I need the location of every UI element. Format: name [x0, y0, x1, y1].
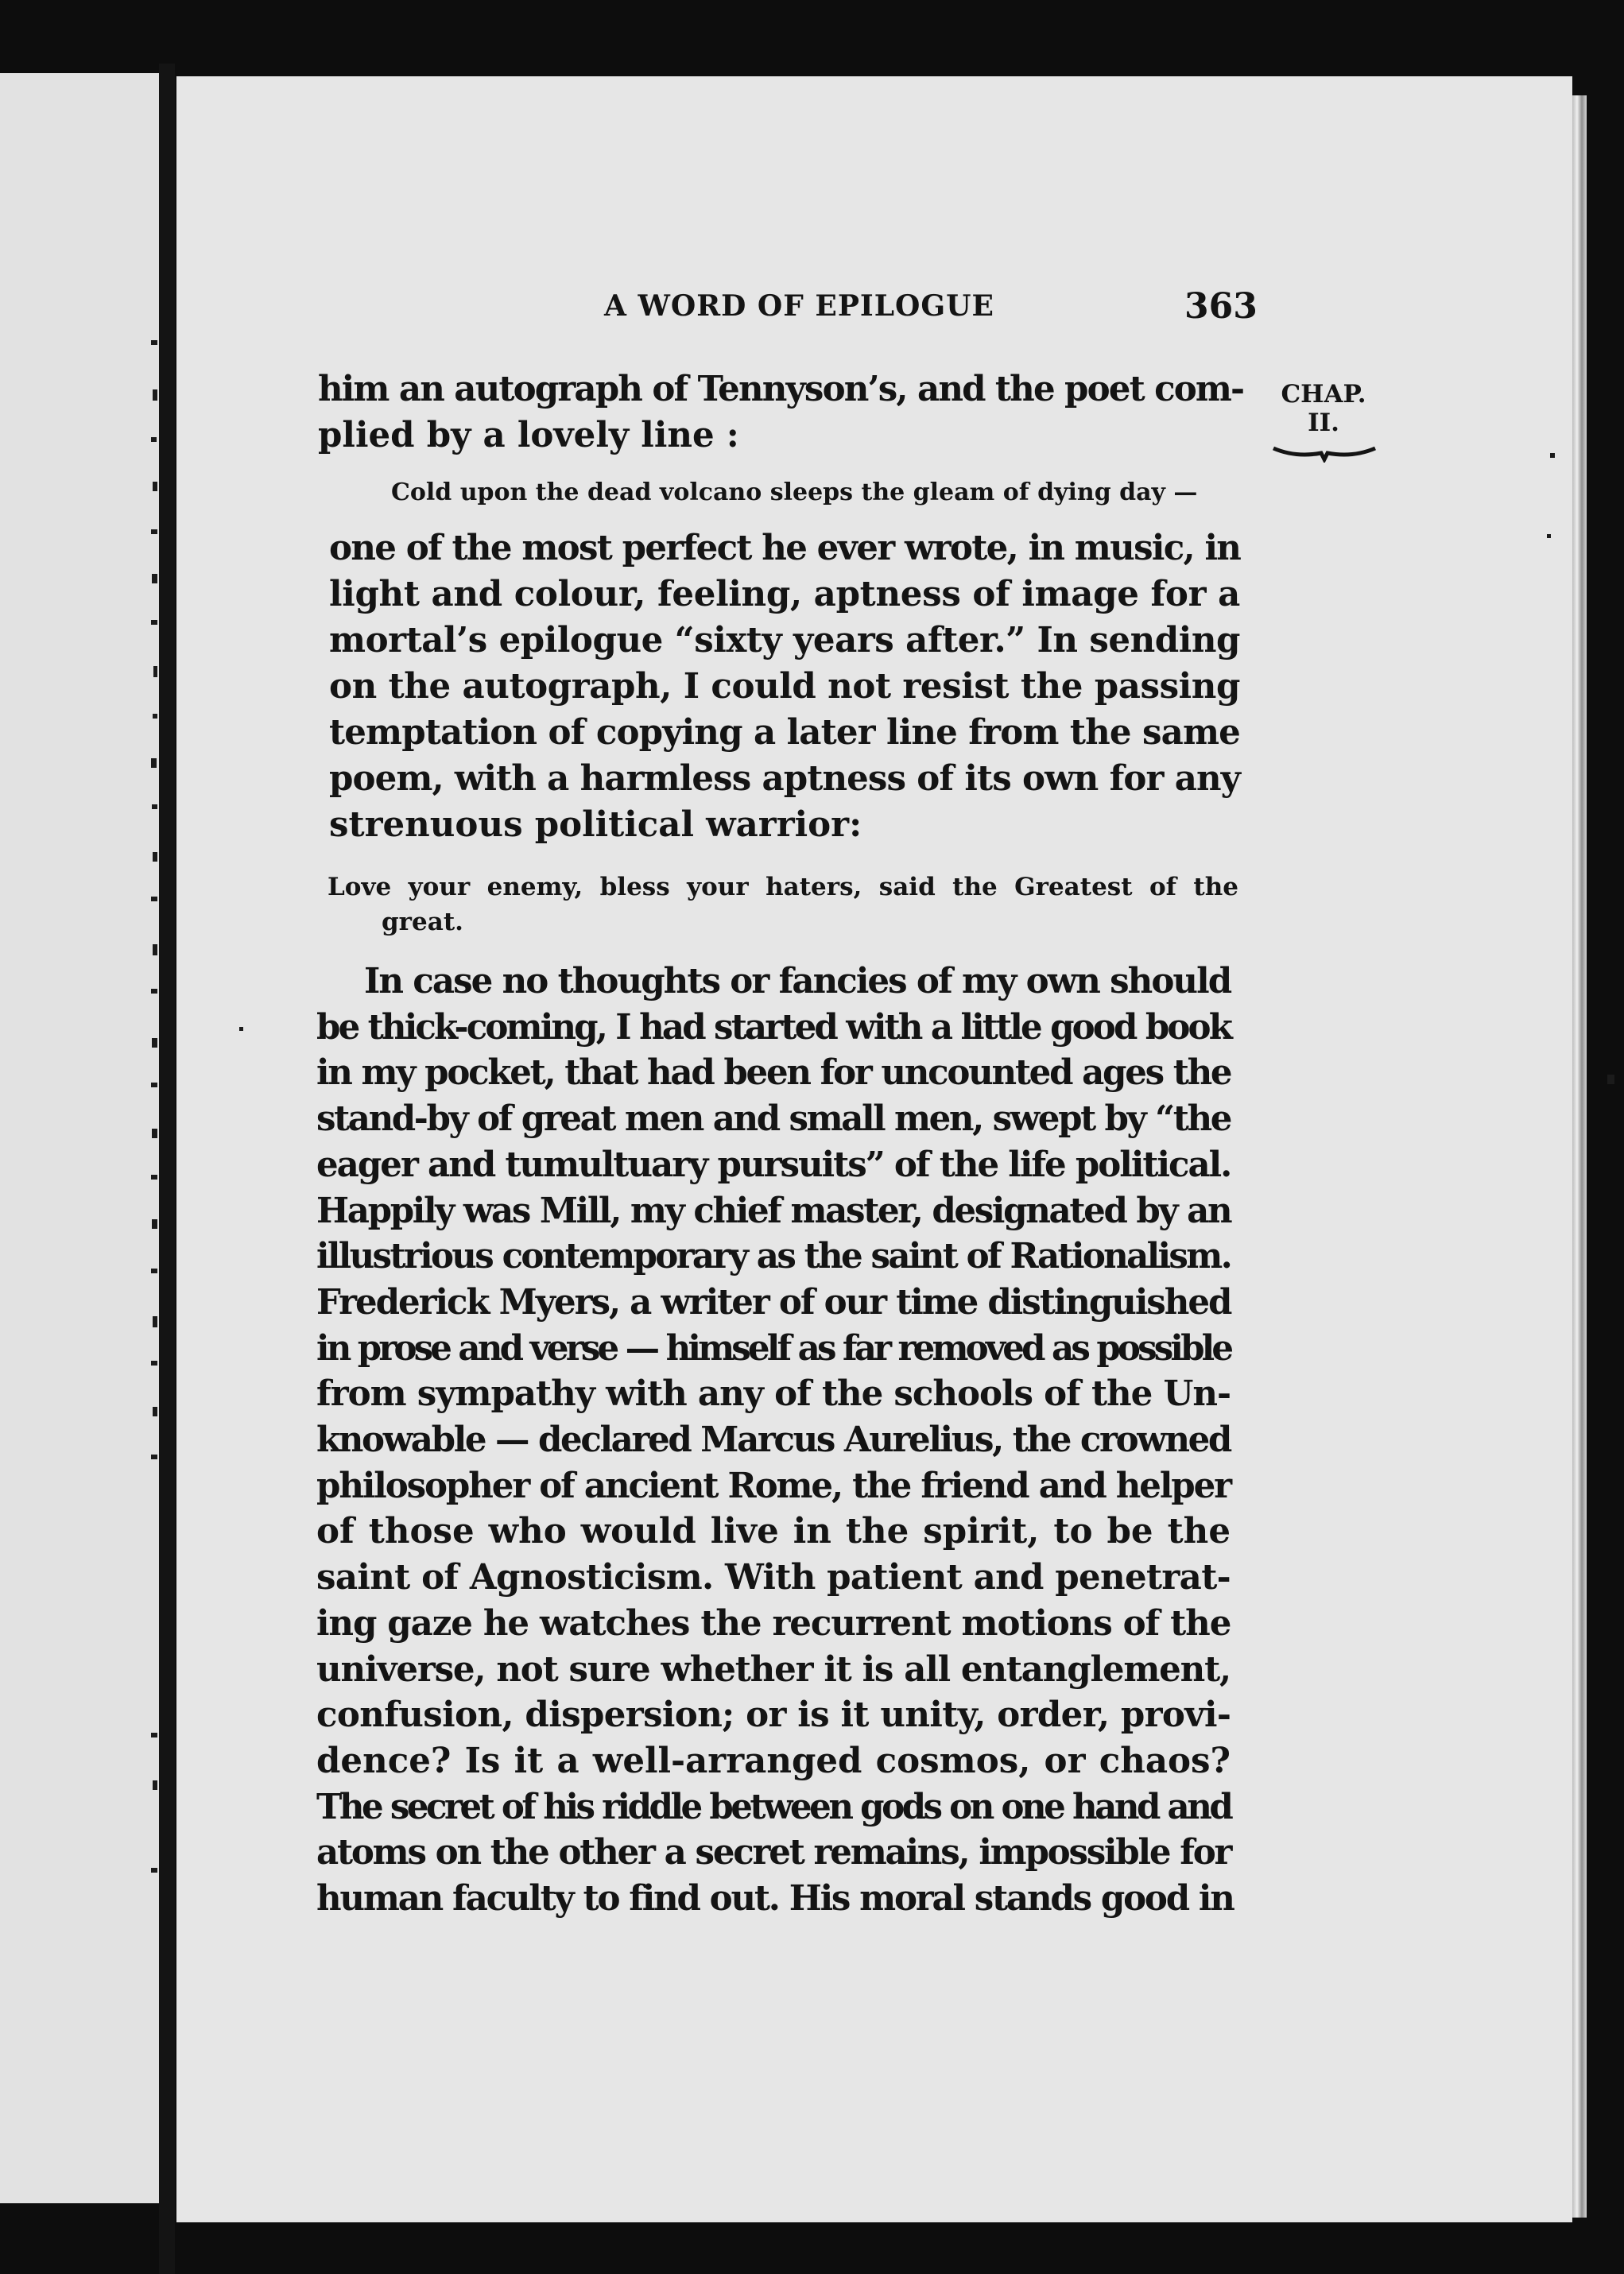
text-line: light and colour, feeling, aptness of image for a — [329, 574, 1240, 614]
chapter-margin-note — [1272, 380, 1375, 463]
text-line: him an autograph of Tennyson’s, and the poet com- — [318, 369, 1244, 409]
text-line: saint of Agnosticism. With patient and penetrat- — [316, 1557, 1231, 1598]
paragraph-2 — [329, 525, 1240, 848]
page-stack-edge — [1572, 95, 1587, 2218]
text-line: of those who would live in the spirit, to be the — [316, 1511, 1231, 1552]
book-gutter — [159, 64, 175, 2274]
text-line: atoms on the other a secret remains, impossible for — [316, 1832, 1231, 1873]
text-line: poem, with a harmless aptness of its own for any — [329, 758, 1241, 799]
page-number: 363 — [1184, 286, 1258, 327]
quote-line: great. — [382, 908, 463, 936]
text-line: knowable — declared Marcus Aurelius, the crowned — [316, 1420, 1231, 1461]
text-line: Frederick Myers, a writer of our time distinguished — [316, 1281, 1231, 1323]
text-line: in my pocket, that had been for uncounted ages the — [316, 1052, 1231, 1094]
text-line: in prose and verse — himself as far removed as possible — [316, 1327, 1231, 1369]
text-line: human faculty to find out. His moral stands good in — [316, 1878, 1234, 1920]
text-line: universe, not sure whether it is all entanglement, — [316, 1648, 1231, 1690]
running-head: A WORD OF EPILOGUE — [604, 289, 994, 323]
facing-page-edge — [0, 73, 159, 2203]
text-line: stand-by of great men and small men, swept by “the — [316, 1098, 1231, 1140]
text-line: philosopher of ancient Rome, the friend and helper — [316, 1465, 1231, 1506]
verse-quotation-2 — [328, 870, 1238, 939]
quote-line: Love your enemy, bless your haters, said the Greatest of the — [328, 873, 1238, 901]
text-line: Happily was Mill, my chief master, designated by an — [316, 1190, 1231, 1231]
text-line: strenuous political warrior: — [329, 804, 862, 845]
text-line: illustrious contemporary as the saint of Rationalism. — [316, 1236, 1231, 1277]
text-line: dence? Is it a well-arranged cosmos, or chaos? — [316, 1740, 1231, 1781]
text-line: ing gaze he watches the recurrent motions of the — [316, 1602, 1231, 1644]
brace-ornament-icon — [1272, 445, 1377, 463]
chapter-label: CHAP. — [1281, 380, 1366, 409]
text-line: be thick-coming, I had started with a little good book — [316, 1006, 1231, 1048]
text-line: confusion, dispersion; or is it unity, order, provi- — [316, 1695, 1231, 1736]
text-line: mortal’s epilogue “sixty years after.” In sending — [329, 620, 1240, 661]
text-line: plied by a lovely line : — [318, 414, 739, 455]
text-line: The secret of his riddle between gods on one hand and — [316, 1786, 1231, 1827]
chapter-number: II. — [1308, 409, 1339, 437]
paragraph-3 — [316, 959, 1234, 1922]
text-line: from sympathy with any of the schools of the Un- — [316, 1373, 1231, 1415]
paragraph-1 — [318, 366, 1243, 458]
text-line: on the autograph, I could not resist the passing — [329, 666, 1240, 707]
text-line: In case no thoughts or fancies of my own should — [364, 961, 1231, 1001]
text-line: one of the most perfect he ever wrote, in music, in — [329, 528, 1241, 568]
verse-quotation-1: Cold upon the dead volcano sleeps the gleam of dying day — — [391, 478, 1198, 506]
text-line: temptation of copying a later line from the same — [329, 712, 1240, 753]
text-line: eager and tumultuary pursuits” of the life political. — [316, 1144, 1231, 1185]
